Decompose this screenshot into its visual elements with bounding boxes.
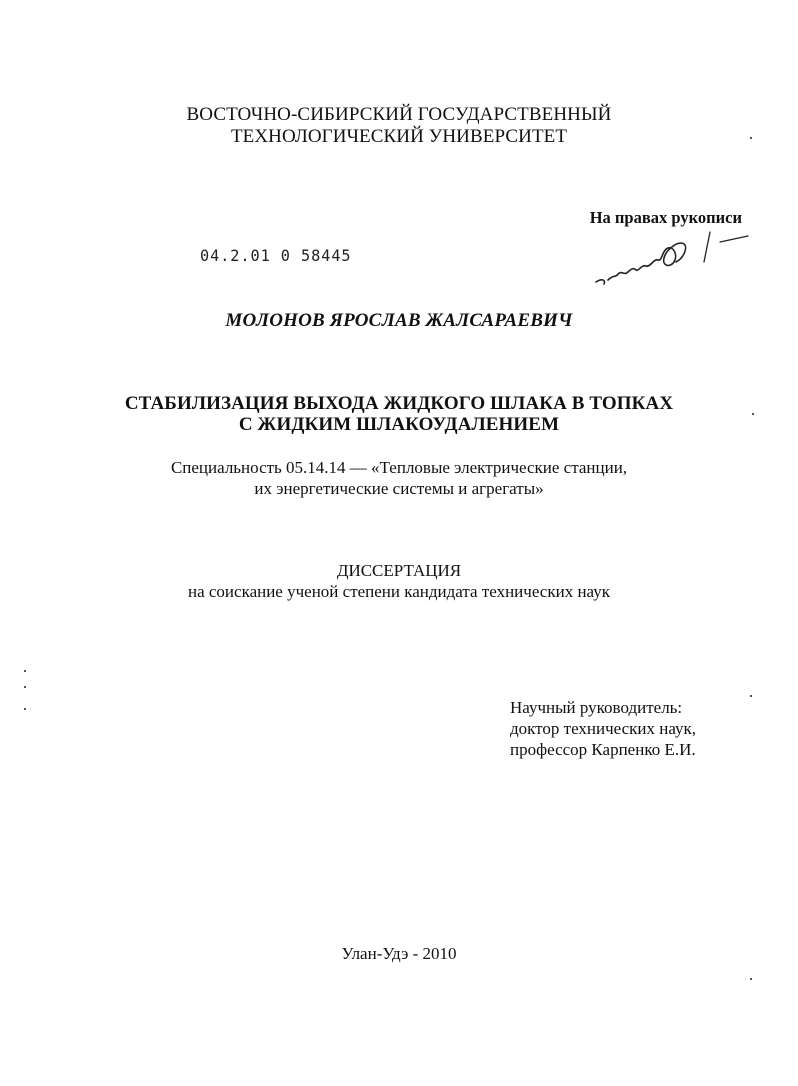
scan-speck <box>24 670 26 672</box>
dissertation-type <box>0 560 798 602</box>
specialty <box>0 457 798 499</box>
city-year: Улан-Удэ - 2010 <box>341 944 457 963</box>
scan-speck <box>752 413 754 415</box>
supervisor-line-2: доктор технических наук, <box>510 719 697 738</box>
scan-speck <box>750 137 752 139</box>
supervisor-line-3: профессор Карпенко Е.И. <box>510 740 696 759</box>
title-line-1: СТАБИЛИЗАЦИЯ ВЫХОДА ЖИДКОГО ШЛАКА В ТОПКАХ <box>124 393 674 414</box>
university-line-2: ТЕХНОЛОГИЧЕСКИЙ УНИВЕРСИТЕТ <box>230 126 568 147</box>
university-name <box>0 104 798 148</box>
supervisor-block <box>510 697 696 760</box>
handwritten-signature <box>592 222 752 292</box>
supervisor-line-1: Научный руководитель: <box>510 698 683 717</box>
dissertation-title <box>0 393 798 435</box>
manuscript-rights-label: На правах рукописи <box>589 208 742 227</box>
university-line-1: ВОСТОЧНО-СИБИРСКИЙ ГОСУДАРСТВЕННЫЙ <box>186 104 612 125</box>
dissertation-heading: ДИССЕРТАЦИЯ <box>336 561 462 580</box>
scan-speck <box>24 686 26 688</box>
title-line-2: С ЖИДКИМ ШЛАКОУДАЛЕНИЕМ <box>238 414 560 435</box>
author-name: МОЛОНОВ ЯРОСЛАВ ЖАЛСАРАЕВИЧ <box>225 310 573 331</box>
registration-number: 04.2.01 0 58445 <box>200 246 352 265</box>
dissertation-subheading: на соискание ученой степени кандидата технических наук <box>187 582 610 601</box>
scan-speck <box>750 978 752 980</box>
scan-speck <box>24 708 26 710</box>
scan-speck <box>750 695 752 697</box>
specialty-line-1: Специальность 05.14.14 — «Тепловые электрические станции, <box>170 458 628 477</box>
specialty-line-2: их энергетические системы и агрегаты» <box>254 479 544 498</box>
